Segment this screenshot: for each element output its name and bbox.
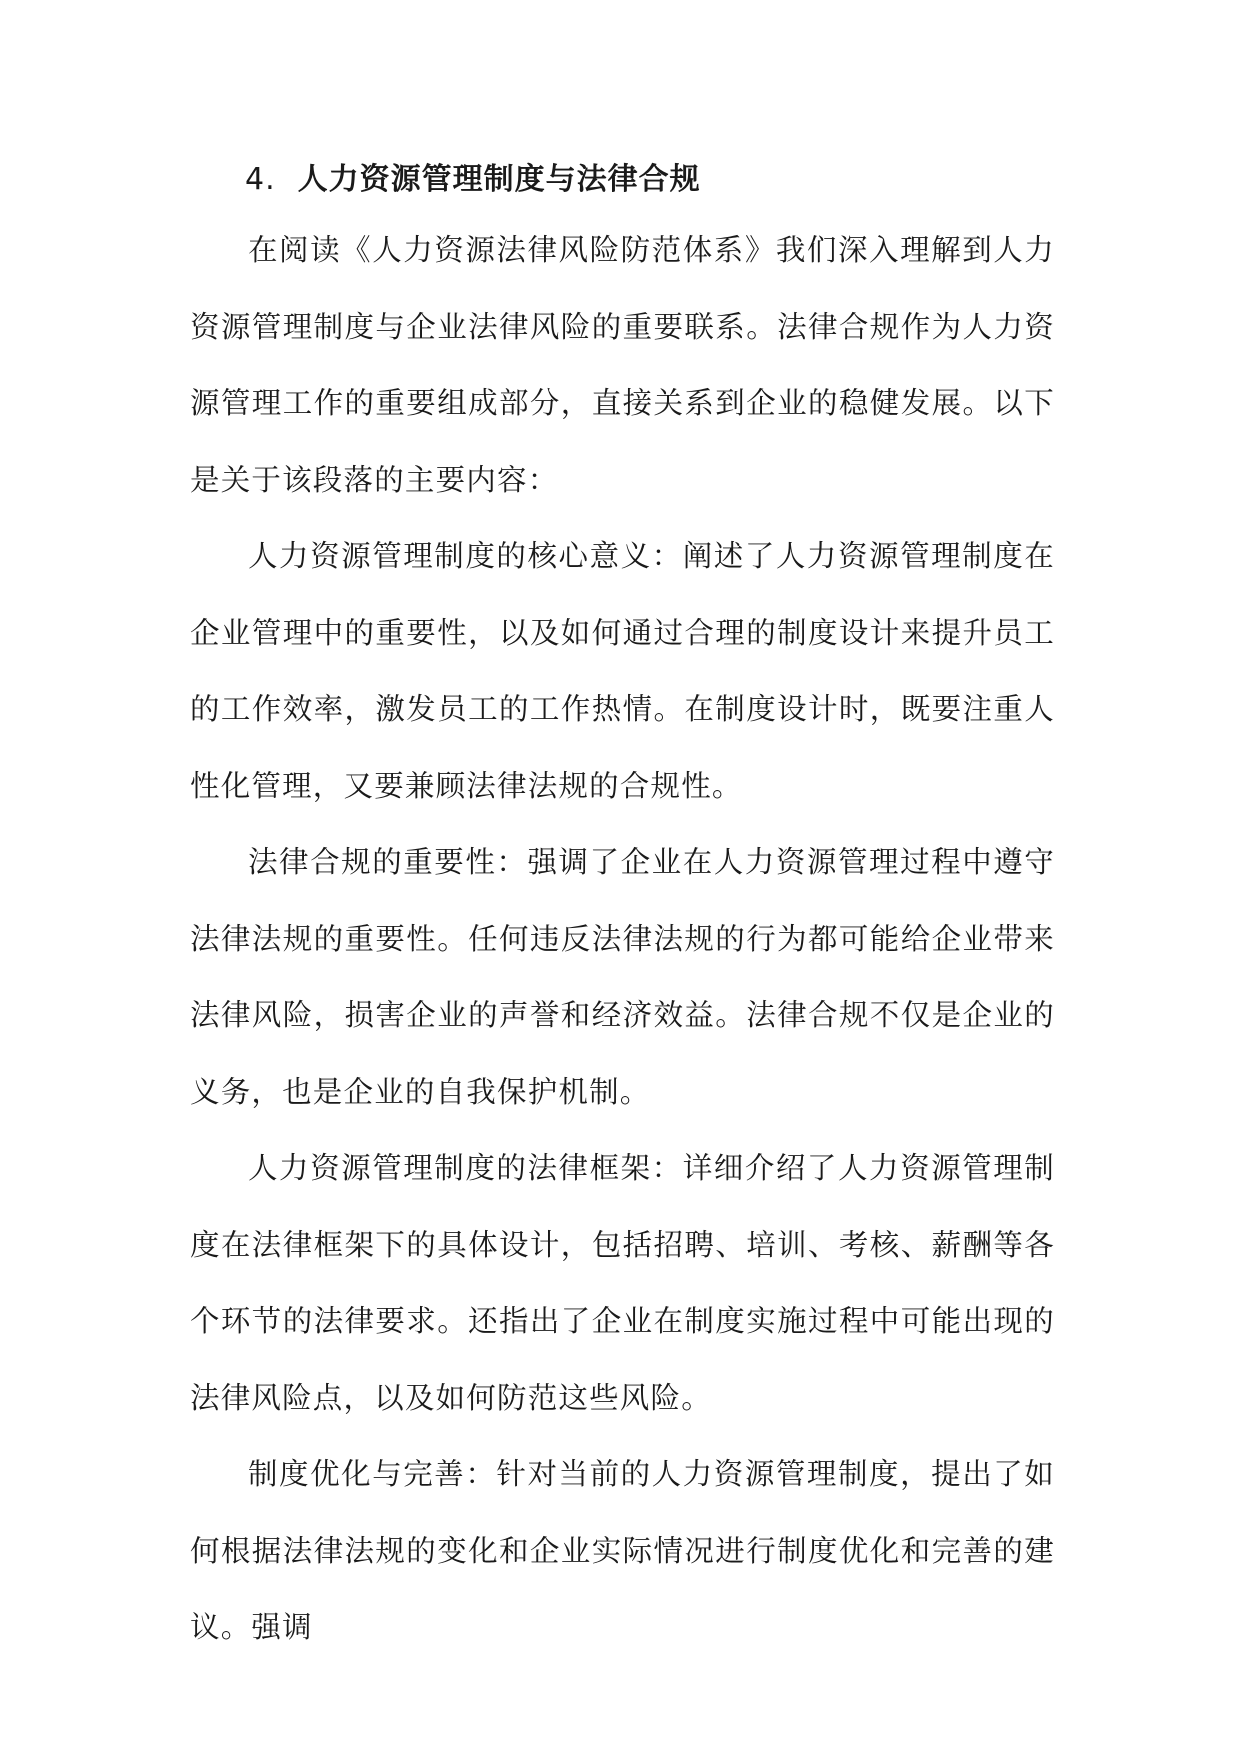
paragraph-compliance-importance: 法律合规的重要性：强调了企业在人力资源管理过程中遵守法律法规的重要性。任何违反法律法规的行为都可能给企业带来法律风险，损害企业的声誉和经济效益。法律合规不仅是企业的义务，也是企业的自我保护机制。 (190, 845, 1055, 1109)
section-title: 人力资源管理制度与法律合规 (297, 162, 701, 197)
paragraph-legal-framework: 人力资源管理制度的法律框架：详细介绍了人力资源管理制度在法律框架下的具体设计，包括招聘、培训、考核、薪酬等各个环节的法律要求。还指出了企业在制度实施过程中可能出现的法律风险点，以及如何防范这些风险。 (190, 1151, 1055, 1415)
paragraph-intro: 在阅读《人力资源法律风险防范体系》我们深入理解到人力资源管理制度与企业法律风险的重要联系。法律合规作为人力资源管理工作的重要组成部分，直接关系到企业的稳健发展。以下是关于该段落的主要内容： (190, 233, 1055, 497)
paragraph-optimization: 制度优化与完善：针对当前的人力资源管理制度，提出了如何根据法律法规的变化和企业实际情况进行制度优化和完善的建议。强调 (190, 1457, 1055, 1644)
paragraph-core-meaning: 人力资源管理制度的核心意义：阐述了人力资源管理制度在企业管理中的重要性，以及如何通过合理的制度设计来提升员工的工作效率，激发员工的工作热情。在制度设计时，既要注重人性化管理，又要兼顾法律法规的合规性。 (190, 539, 1055, 803)
section-number: 4. (245, 162, 276, 197)
section-heading (245, 154, 701, 198)
